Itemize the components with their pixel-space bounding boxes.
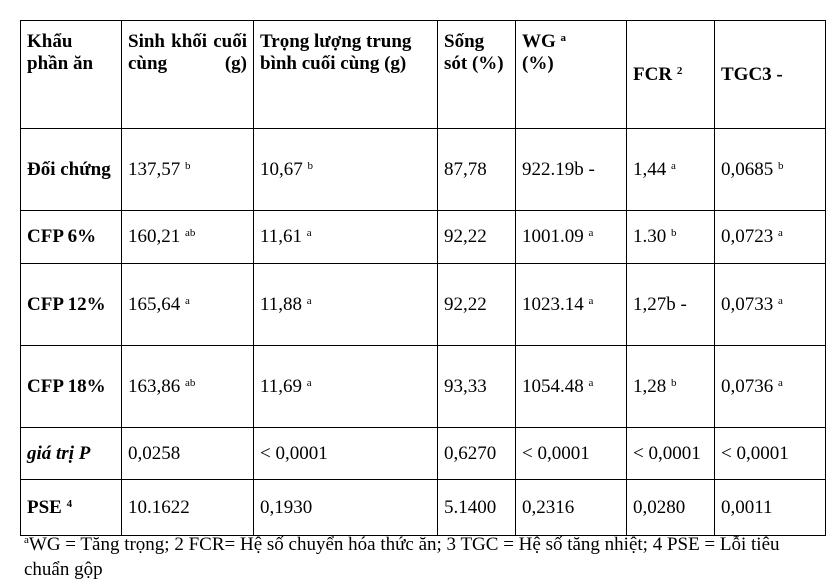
table-cell: 1023.14 $^a$ (516, 264, 627, 346)
table-row (21, 211, 826, 264)
results-table (20, 20, 826, 536)
table-cell: 1001.09 $^a$ (516, 211, 627, 264)
table-cell: 0,2316 (516, 480, 627, 536)
header-fcr: FCR $^2$ (627, 21, 715, 129)
table-cell: 10.1622 (122, 480, 254, 536)
footnote: $^a$WG = Tăng trọng; 2 FCR= Hệ số chuyển hóa thức ăn; 3 TGC = Hệ số tăng nhiệt; 4 PSE = Lỗi tiêu chuẩn gộp (24, 534, 780, 580)
row-label: CFP 12% (21, 264, 122, 346)
table-row (21, 428, 826, 480)
table-cell: 922.19b - (516, 129, 627, 211)
table-cell: 0,0736 $^a$ (715, 346, 826, 428)
table-cell: 0,0733 $^a$ (715, 264, 826, 346)
table-cell: 92,22 (438, 264, 516, 346)
table-cell: 0,1930 (254, 480, 438, 536)
table-cell: 0,0258 (122, 428, 254, 480)
table-cell: 1054.48 $^a$ (516, 346, 627, 428)
header-tgc: TGC3 - (715, 21, 826, 129)
table-cell: 11,69 $^a$ (254, 346, 438, 428)
table-cell: 0,0685 $^b$ (715, 129, 826, 211)
table-cell: 11,88 $^a$ (254, 264, 438, 346)
header-avg-weight: Trọng lượng trung bình cuối cùng (g) (254, 21, 438, 129)
row-label: PSE $^4$ (21, 480, 122, 536)
table-cell: 160,21 $^{ab}$ (122, 211, 254, 264)
header-biomass: Sinh khối cuối cùng (g) (122, 21, 254, 129)
table-cell: 0,0723 $^a$ (715, 211, 826, 264)
row-label: CFP 6% (21, 211, 122, 264)
table-cell: 0,0280 (627, 480, 715, 536)
table-cell: < 0,0001 (715, 428, 826, 480)
header-wg: WG $^a$ (%) (516, 21, 627, 129)
table-cell: 1,27b - (627, 264, 715, 346)
table-cell: 10,67 $^b$ (254, 129, 438, 211)
table-cell: < 0,0001 (516, 428, 627, 480)
table-row (21, 346, 826, 428)
table-cell: 165,64 $^a$ (122, 264, 254, 346)
row-label: CFP 18% (21, 346, 122, 428)
table-cell: 0,0011 (715, 480, 826, 536)
table-cell: 1.30 $^b$ (627, 211, 715, 264)
table-cell: 0,6270 (438, 428, 516, 480)
row-label: giá trị P (21, 428, 122, 480)
header-row (21, 21, 826, 129)
table-cell: 1,28 $^b$ (627, 346, 715, 428)
table-cell: 137,57 $^b$ (122, 129, 254, 211)
table-cell: 163,86 $^{ab}$ (122, 346, 254, 428)
table-cell: < 0,0001 (254, 428, 438, 480)
table-cell: 93,33 (438, 346, 516, 428)
header-diet: Khẩu phần ăn (21, 21, 122, 129)
table-row (21, 480, 826, 536)
header-survival: Sống sót (%) (438, 21, 516, 129)
table-row (21, 129, 826, 211)
table-cell: < 0,0001 (627, 428, 715, 480)
table-cell: 92,22 (438, 211, 516, 264)
table-cell: 11,61 $^a$ (254, 211, 438, 264)
table-row (21, 264, 826, 346)
table-cell: 5.1400 (438, 480, 516, 536)
row-label: Đối chứng (21, 129, 122, 211)
table-cell: 1,44 $^a$ (627, 129, 715, 211)
table-cell: 87,78 (438, 129, 516, 211)
